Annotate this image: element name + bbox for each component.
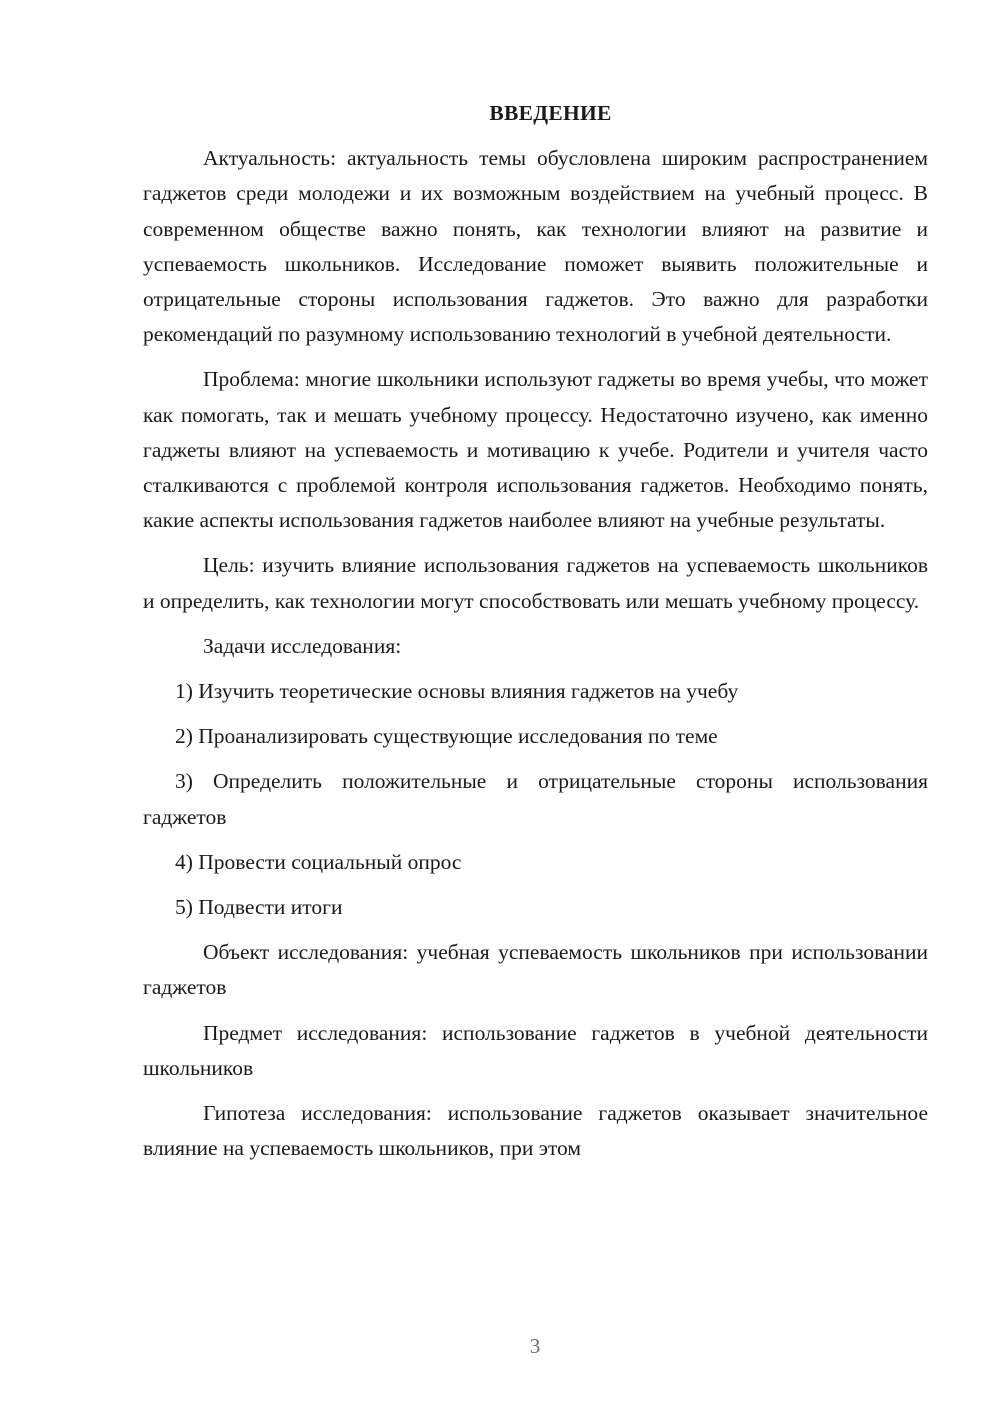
task-item-4: 4) Провести социальный опрос (175, 849, 462, 874)
tasks-title: Задачи исследования: (203, 633, 402, 658)
task-item-3: 3) Определить положительные и отрицательные стороны использования гаджетов (143, 769, 928, 829)
page-number: 3 (529, 1334, 541, 1358)
hypothesis-paragraph: Гипотеза исследования: использование гаджетов оказывает значительное влияние на успеваемость школьников, при этом (143, 1101, 928, 1161)
task-item-5: 5) Подвести итоги (175, 895, 343, 920)
problem-paragraph: Проблема: многие школьники используют гаджеты во время учебы, что может как помогать, так и мешать учебному процессу. Недостаточно изучено, как именно гаджеты влияют на успеваемость и мотивацию к учебе. Родители и учителя часто сталкиваются с проблемой контроля использования гаджетов. Необходимо понять, какие аспекты использования гаджетов наиболее влияют на учебные результаты. (143, 367, 928, 533)
object-paragraph: Объект исследования: учебная успеваемость школьников при использовании гаджетов (143, 940, 928, 1000)
task-item-2: 2) Проанализировать существующие исследования по теме (175, 724, 718, 749)
section-heading: ВВЕДЕНИЕ (489, 101, 612, 125)
subject-paragraph: Предмет исследования: использование гаджетов в учебной деятельности школьников (143, 1020, 928, 1080)
goal-paragraph: Цель: изучить влияние использования гаджетов на успеваемость школьников и определить, как технологии могут способствовать или мешать учебному процессу. (143, 553, 928, 613)
relevance-paragraph: Актуальность: актуальность темы обусловлена широким распространением гаджетов среди молодежи и их возможным воздействием на учебный процесс. В современном обществе важно понять, как технологии влияют на развитие и успеваемость школьников. Исследование поможет выявить положительные и отрицательные стороны использования гаджетов. Это важно для разработки рекомендаций по разумному использованию технологий в учебной деятельности. (143, 146, 928, 347)
document-page (143, 96, 928, 1176)
task-item-1: 1) Изучить теоретические основы влияния гаджетов на учебу (175, 679, 739, 704)
